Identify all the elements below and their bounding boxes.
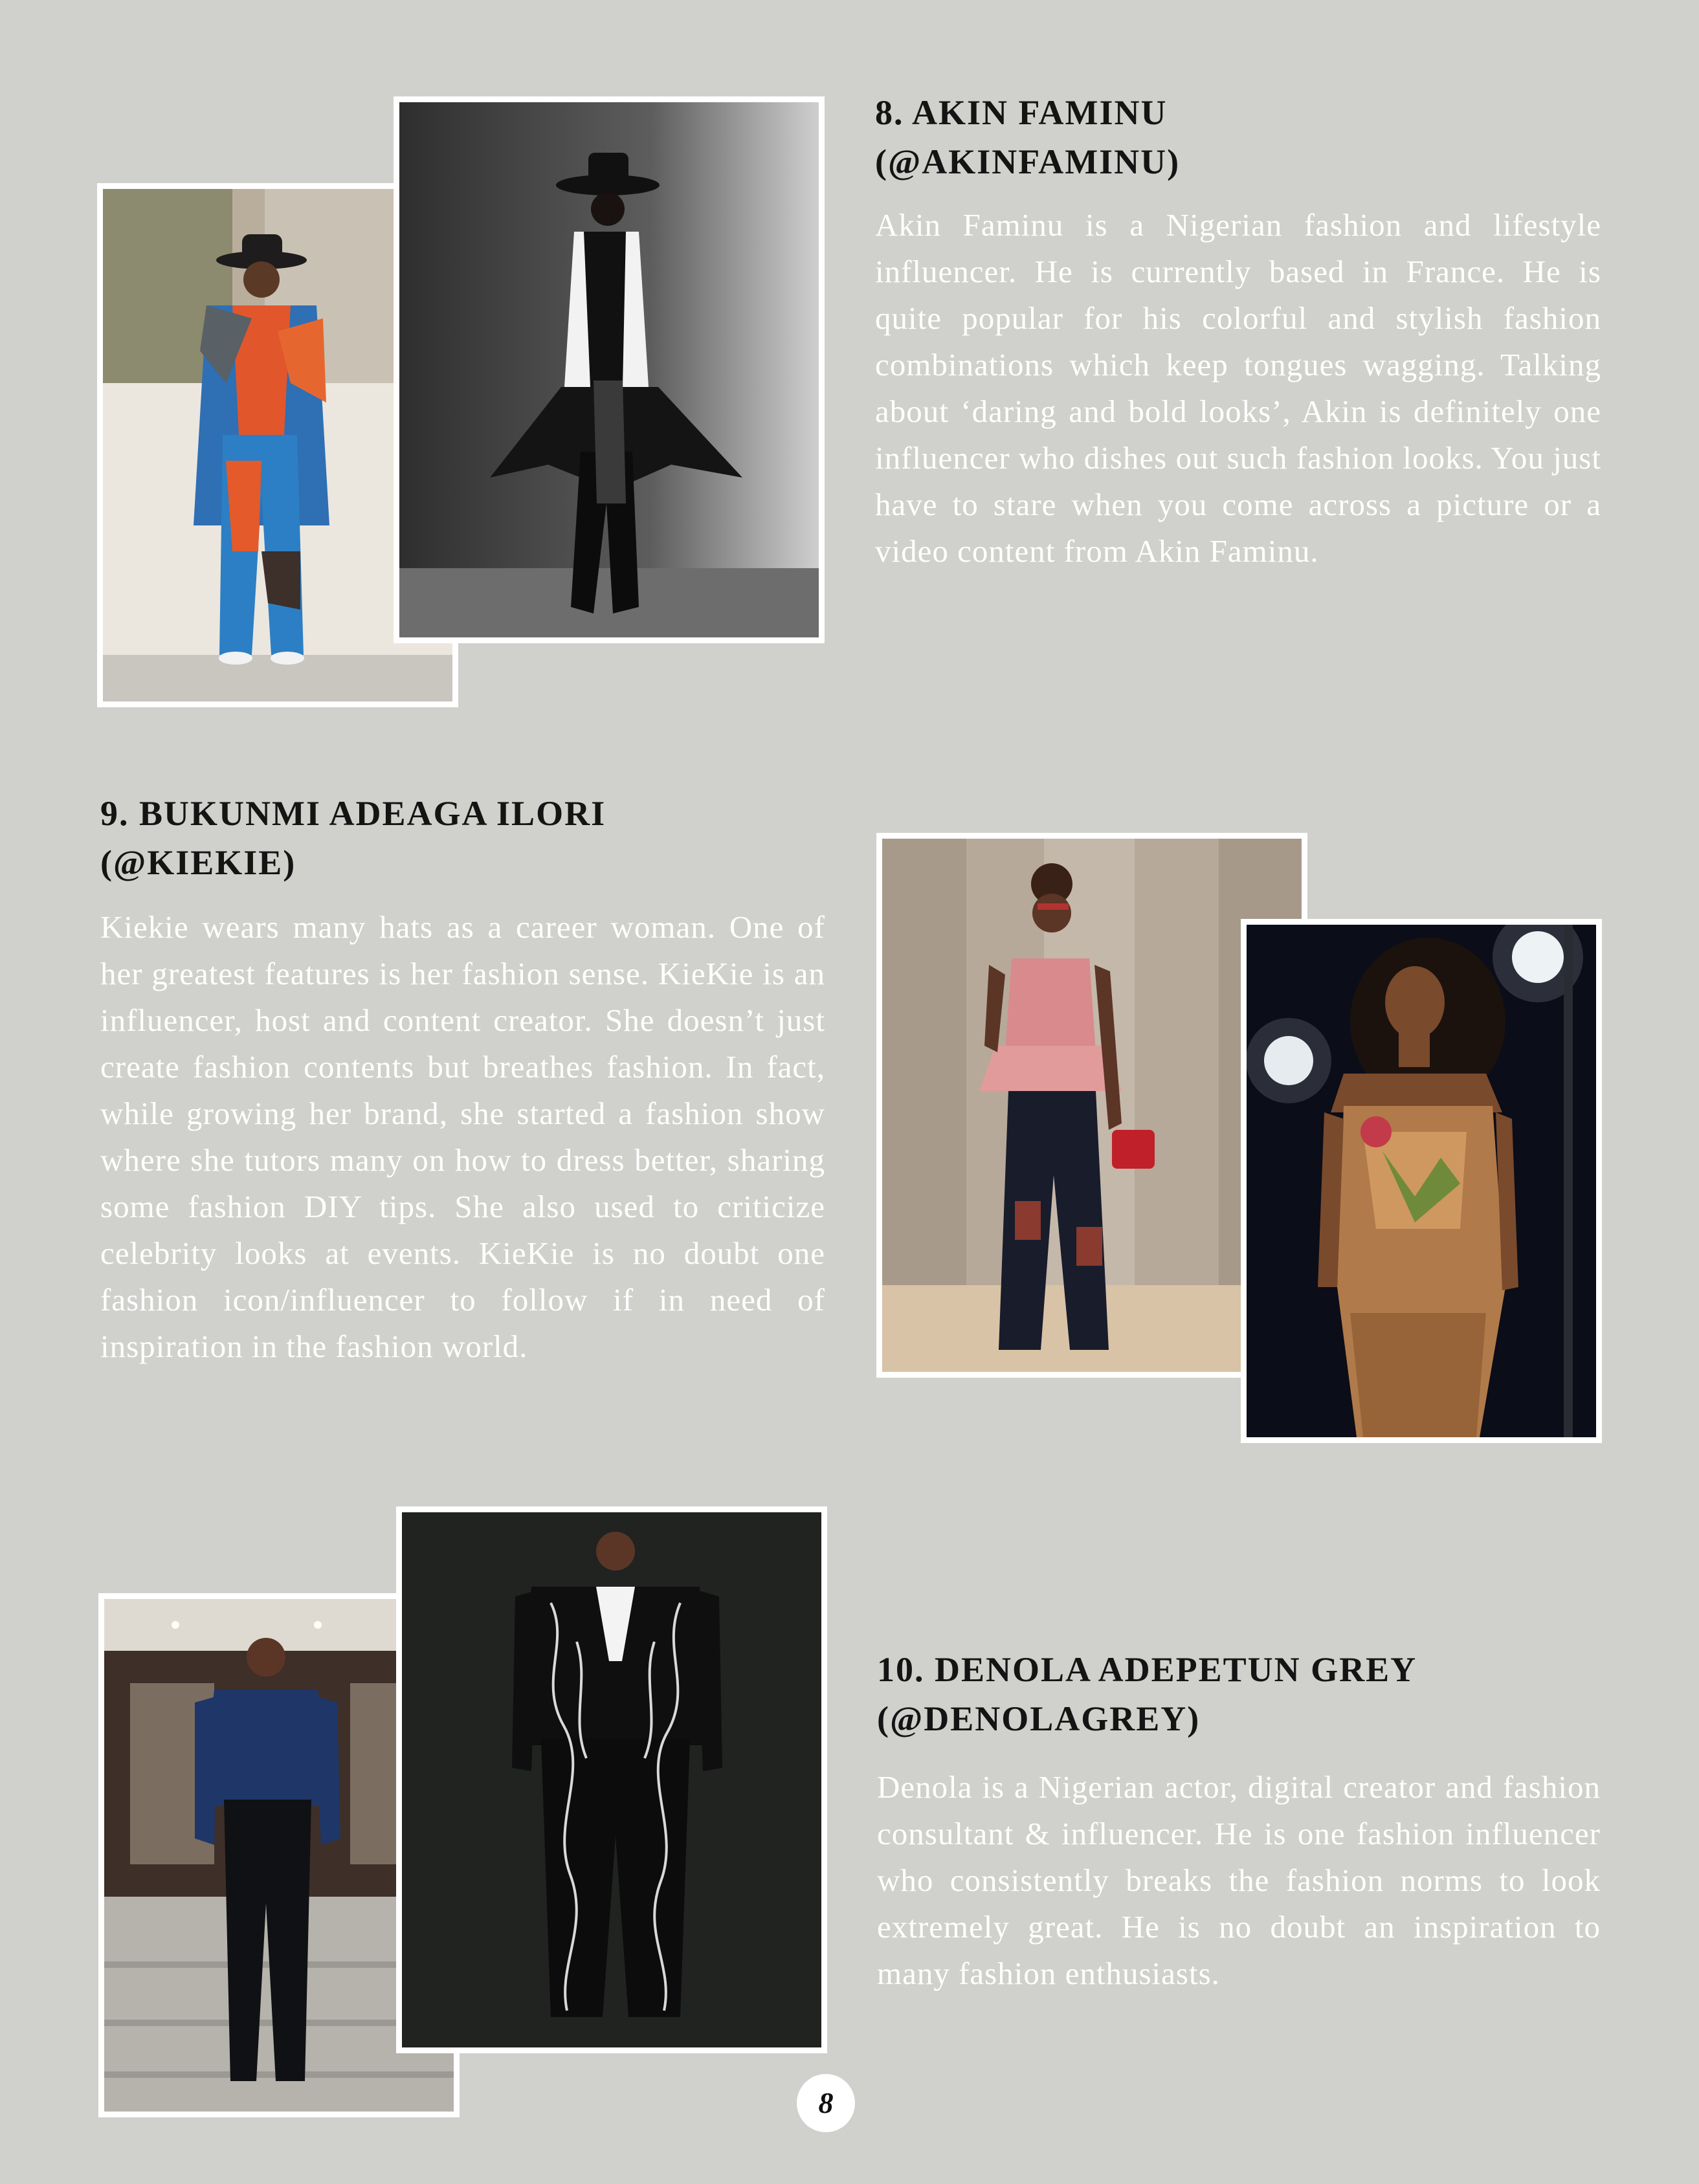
section-9-handle: (@KIEKIE) [100, 843, 296, 882]
section-10-title: 10. DENOLA ADEPETUN GREY [877, 1650, 1417, 1689]
section-8-title: 8. AKIN FAMINU [875, 93, 1168, 132]
section-9-heading [100, 789, 845, 887]
kiekie-photo-gold-dress [1241, 919, 1602, 1443]
section-10-handle: (@DENOLAGREY) [877, 1699, 1201, 1738]
denola-photo-black-tux [396, 1506, 827, 2053]
page-number: 8 [797, 2074, 855, 2132]
section-8-body: Akin Faminu is a Nigerian fashion and lifestyle influencer. He is currently based in France. He is quite popular for his colorful and stylish fashion combinations which keep tongues wagging. Talking about ‘daring and bold looks’, Akin is definitely one influencer who dishes out such fashion looks. You just have to stare when you come across a picture or a video content from Akin Faminu. [875, 207, 1601, 569]
section-10-heading [877, 1645, 1621, 1743]
section-8-handle: (@AKINFAMINU) [875, 142, 1181, 181]
section-10-body: Denola is a Nigerian actor, digital creator and fashion consultant & influencer. He is one fashion influencer who consistently breaks the fashion norms to look extremely great. He is no doubt an inspiration to many fashion enthusiasts. [877, 1769, 1601, 1991]
section-9-body: Kiekie wears many hats as a career woman. One of her greatest features is her fashion sense. KieKie is an influencer, host and content creator. She doesn’t just create fashion contents but breathes fashion. In fact, while growing her brand, she started a fashion show where she tutors many on how to dress better, sharing some fashion DIY tips. She also used to criticize celebrity looks at events. KieKie is no doubt one fashion icon/influencer to follow if in need of inspiration in the fashion world. [100, 909, 825, 1364]
section-8-heading [875, 88, 1619, 186]
akin-photo-black-white-suit [394, 96, 825, 643]
section-9-title: 9. BUKUNMI ADEAGA ILORI [100, 794, 606, 833]
